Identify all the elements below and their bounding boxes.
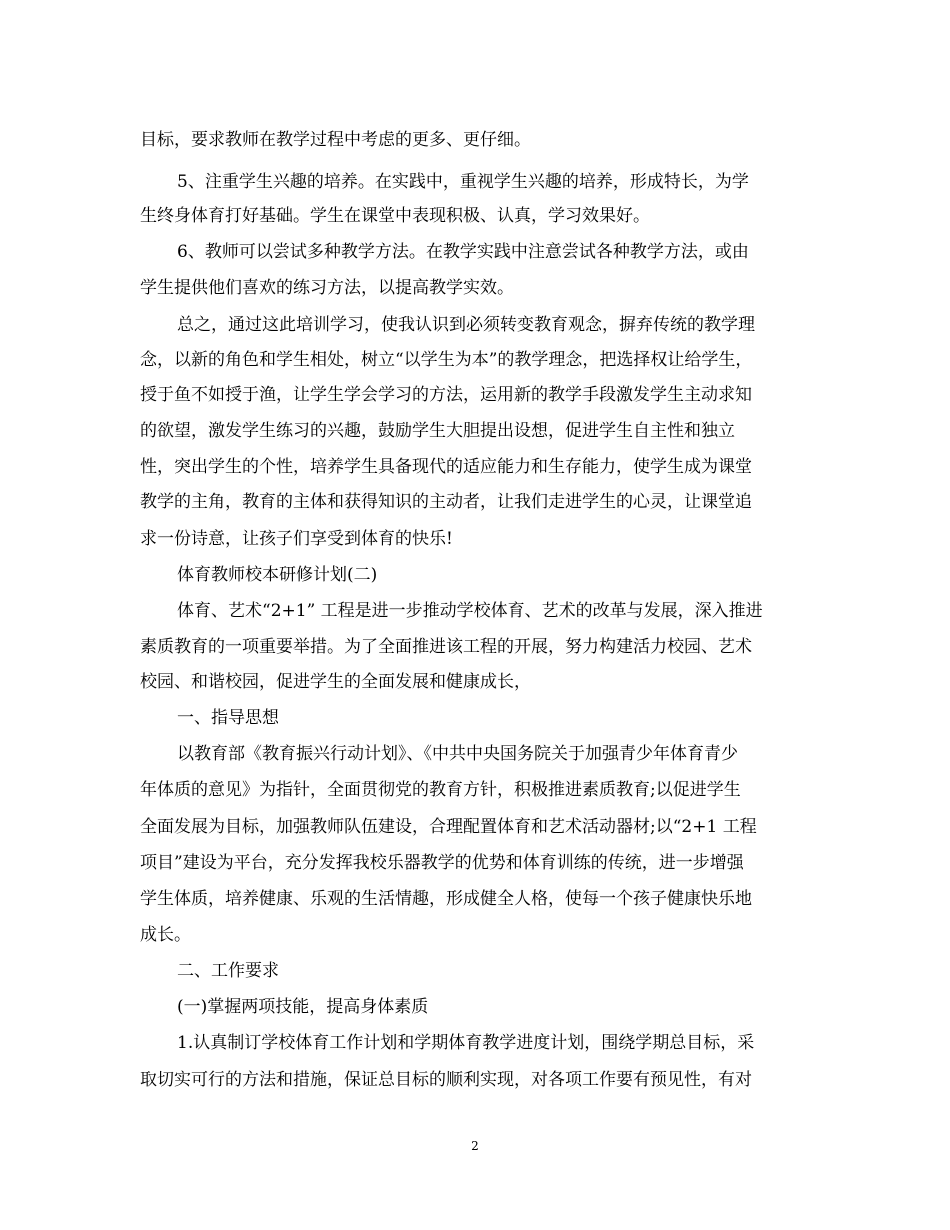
text-line: 成长。 [140,925,191,945]
section-title: 体育教师校本研修计划(二) [177,565,378,585]
text-line: 学生提供他们喜欢的练习方法，以提高教学实效。 [140,278,514,298]
text-line: 以教育部《教育振兴行动计划》、《中共中央国务院关于加强青少年体育青少 [177,744,738,764]
text-line: 取切实可行的方法和措施，保证总目标的顺利实现，对各项工作要有预见性，有对 [140,1070,752,1090]
text-line: 目标，要求教师在教学过程中考虑的更多、更仔细。 [140,130,531,150]
text-line: 求一份诗意，让孩子们享受到体育的快乐! [140,529,453,549]
text-line: 体育、艺术“2+1” 工程是进一步推动学校体育、艺术的改革与发展，深入推进 [177,601,763,621]
page-number: 2 [471,1139,479,1153]
text-line: 5、注重学生兴趣的培养。在实践中，重视学生兴趣的培养，形成特长，为学 [177,172,749,192]
text-line: 6、教师可以尝试多种教学方法。在教学实践中注意尝试各种教学方法，或由 [177,242,749,262]
subsection-heading: (一)掌握两项技能，提高身体素质 [177,997,429,1017]
text-line: 总之，通过这此培训学习，使我认识到必须转变教育观念，摒弃传统的教学理 [177,315,755,335]
section-heading: 二、工作要求 [177,961,279,981]
section-heading: 一、指导思想 [177,708,279,728]
text-line: 校园、和谐校园，促进学生的全面发展和健康成长， [140,672,531,692]
text-line: 的欲望，激发学生练习的兴趣，鼓励学生大胆提出设想，促进学生自主性和独立 [140,421,735,441]
text-line: 项目”建设为平台，充分发挥我校乐器教学的优势和体育训练的传统，进一步增强 [140,853,744,873]
text-line: 念，以新的角色和学生相处，树立“以学生为本”的教学理念，把选择权让给学生， [140,350,753,370]
text-line: 全面发展为目标，加强教师队伍建设，合理配置体育和艺术活动器材;以“2+1 工程 [140,817,757,837]
text-line: 教学的主角，教育的主体和获得知识的主动者，让我们走进学生的心灵，让课堂追 [140,492,752,512]
text-line: 年体质的意见》为指针，全面贯彻党的教育方针，积极推进素质教育;以促进学生 [140,780,741,800]
text-line: 素质教育的一项重要举措。为了全面推进该工程的开展，努力构建活力校园、艺术 [140,637,752,657]
text-line: 性，突出学生的个性，培养学生具备现代的适应能力和生存能力，使学生成为课堂 [140,457,752,477]
text-line: 1.认真制订学校体育工作计划和学期体育教学进度计划，围绕学期总目标，采 [177,1033,755,1053]
text-line: 学生体质，培养健康、乐观的生活情趣，形成健全人格，使每一个孩子健康快乐地 [140,889,752,909]
text-line: 授于鱼不如授于渔，让学生学会学习的方法，运用新的教学手段激发学生主动求知 [140,385,752,405]
text-line: 生终身体育打好基础。学生在课堂中表现积极、认真，学习效果好。 [140,206,650,226]
